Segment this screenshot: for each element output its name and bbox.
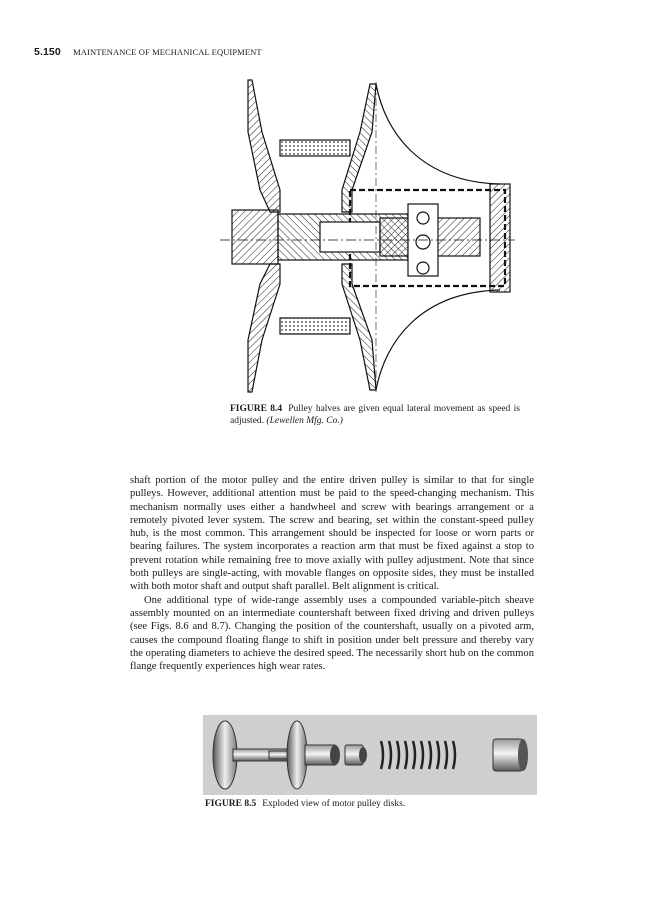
belt-lower bbox=[280, 318, 350, 334]
left-flange-lower bbox=[248, 264, 280, 392]
running-title: MAINTENANCE OF MECHANICAL EQUIPMENT bbox=[73, 47, 262, 57]
figure-8-4-credit: (Lewellen Mfg. Co.) bbox=[266, 416, 343, 426]
body-text bbox=[130, 474, 534, 673]
disk-2 bbox=[287, 721, 307, 789]
figure-8-4-label: FIGURE 8.4 bbox=[230, 404, 283, 414]
shaft-collar bbox=[232, 210, 278, 264]
figure-8-4-caption bbox=[230, 403, 520, 427]
paragraph-1: shaft portion of the motor pulley and the entire driven pulley is similar to that for single pulleys. However, additional attention must be paid to the speed-changing mechanism. This mechanism normally uses either a handwheel and screw with bearings arrangement or a remotely pivoted lever system. The screw and bearing, set within the constant-speed pulley hub, is the most common. This arrangement should be inspected for loose or worn parts or bearing failures. The system incorporates a reaction arm that must be fixed against a stop to prevent rotation while remaining free to move axially with pulley adjustment. Note that since both pulleys are single-acting, with movable flanges on opposite sides, they must be installed with both motor shaft and output shaft parallel. Belt alignment is critical. bbox=[130, 475, 534, 593]
page-number: 5.150 bbox=[34, 46, 61, 58]
figure-8-4-drawing bbox=[200, 72, 530, 402]
left-flange-upper bbox=[248, 80, 280, 212]
figure-8-5-caption-text: Exploded view of motor pulley disks. bbox=[262, 799, 406, 809]
figure-8-5-label: FIGURE 8.5 bbox=[205, 799, 257, 809]
figure-8-5-photo bbox=[203, 715, 537, 795]
right-flange-lower bbox=[376, 290, 500, 390]
belt-upper bbox=[280, 140, 350, 156]
page-header bbox=[34, 46, 262, 58]
right-flange-upper bbox=[376, 84, 500, 184]
figure-8-4-caption-text: Pulley halves are given equal lateral movement as speed is adjusted. bbox=[230, 404, 520, 426]
figure-8-5-caption bbox=[205, 799, 405, 809]
paragraph-2: One additional type of wide-range assembly uses a compounded variable-pitch sheave assembly mounted on an intermediate countershaft between fixed driving and driven pulleys (see Figs. 8.6 and 8.7). Changing the position of the countershaft, usually on a pivoted arm, causes the compound floating flange to shift in position under belt pressure and thereby vary the operating diameters to achieve the desired speed. The necessarily short hub on the common flange frequently experiences high wear rates. bbox=[130, 594, 534, 673]
